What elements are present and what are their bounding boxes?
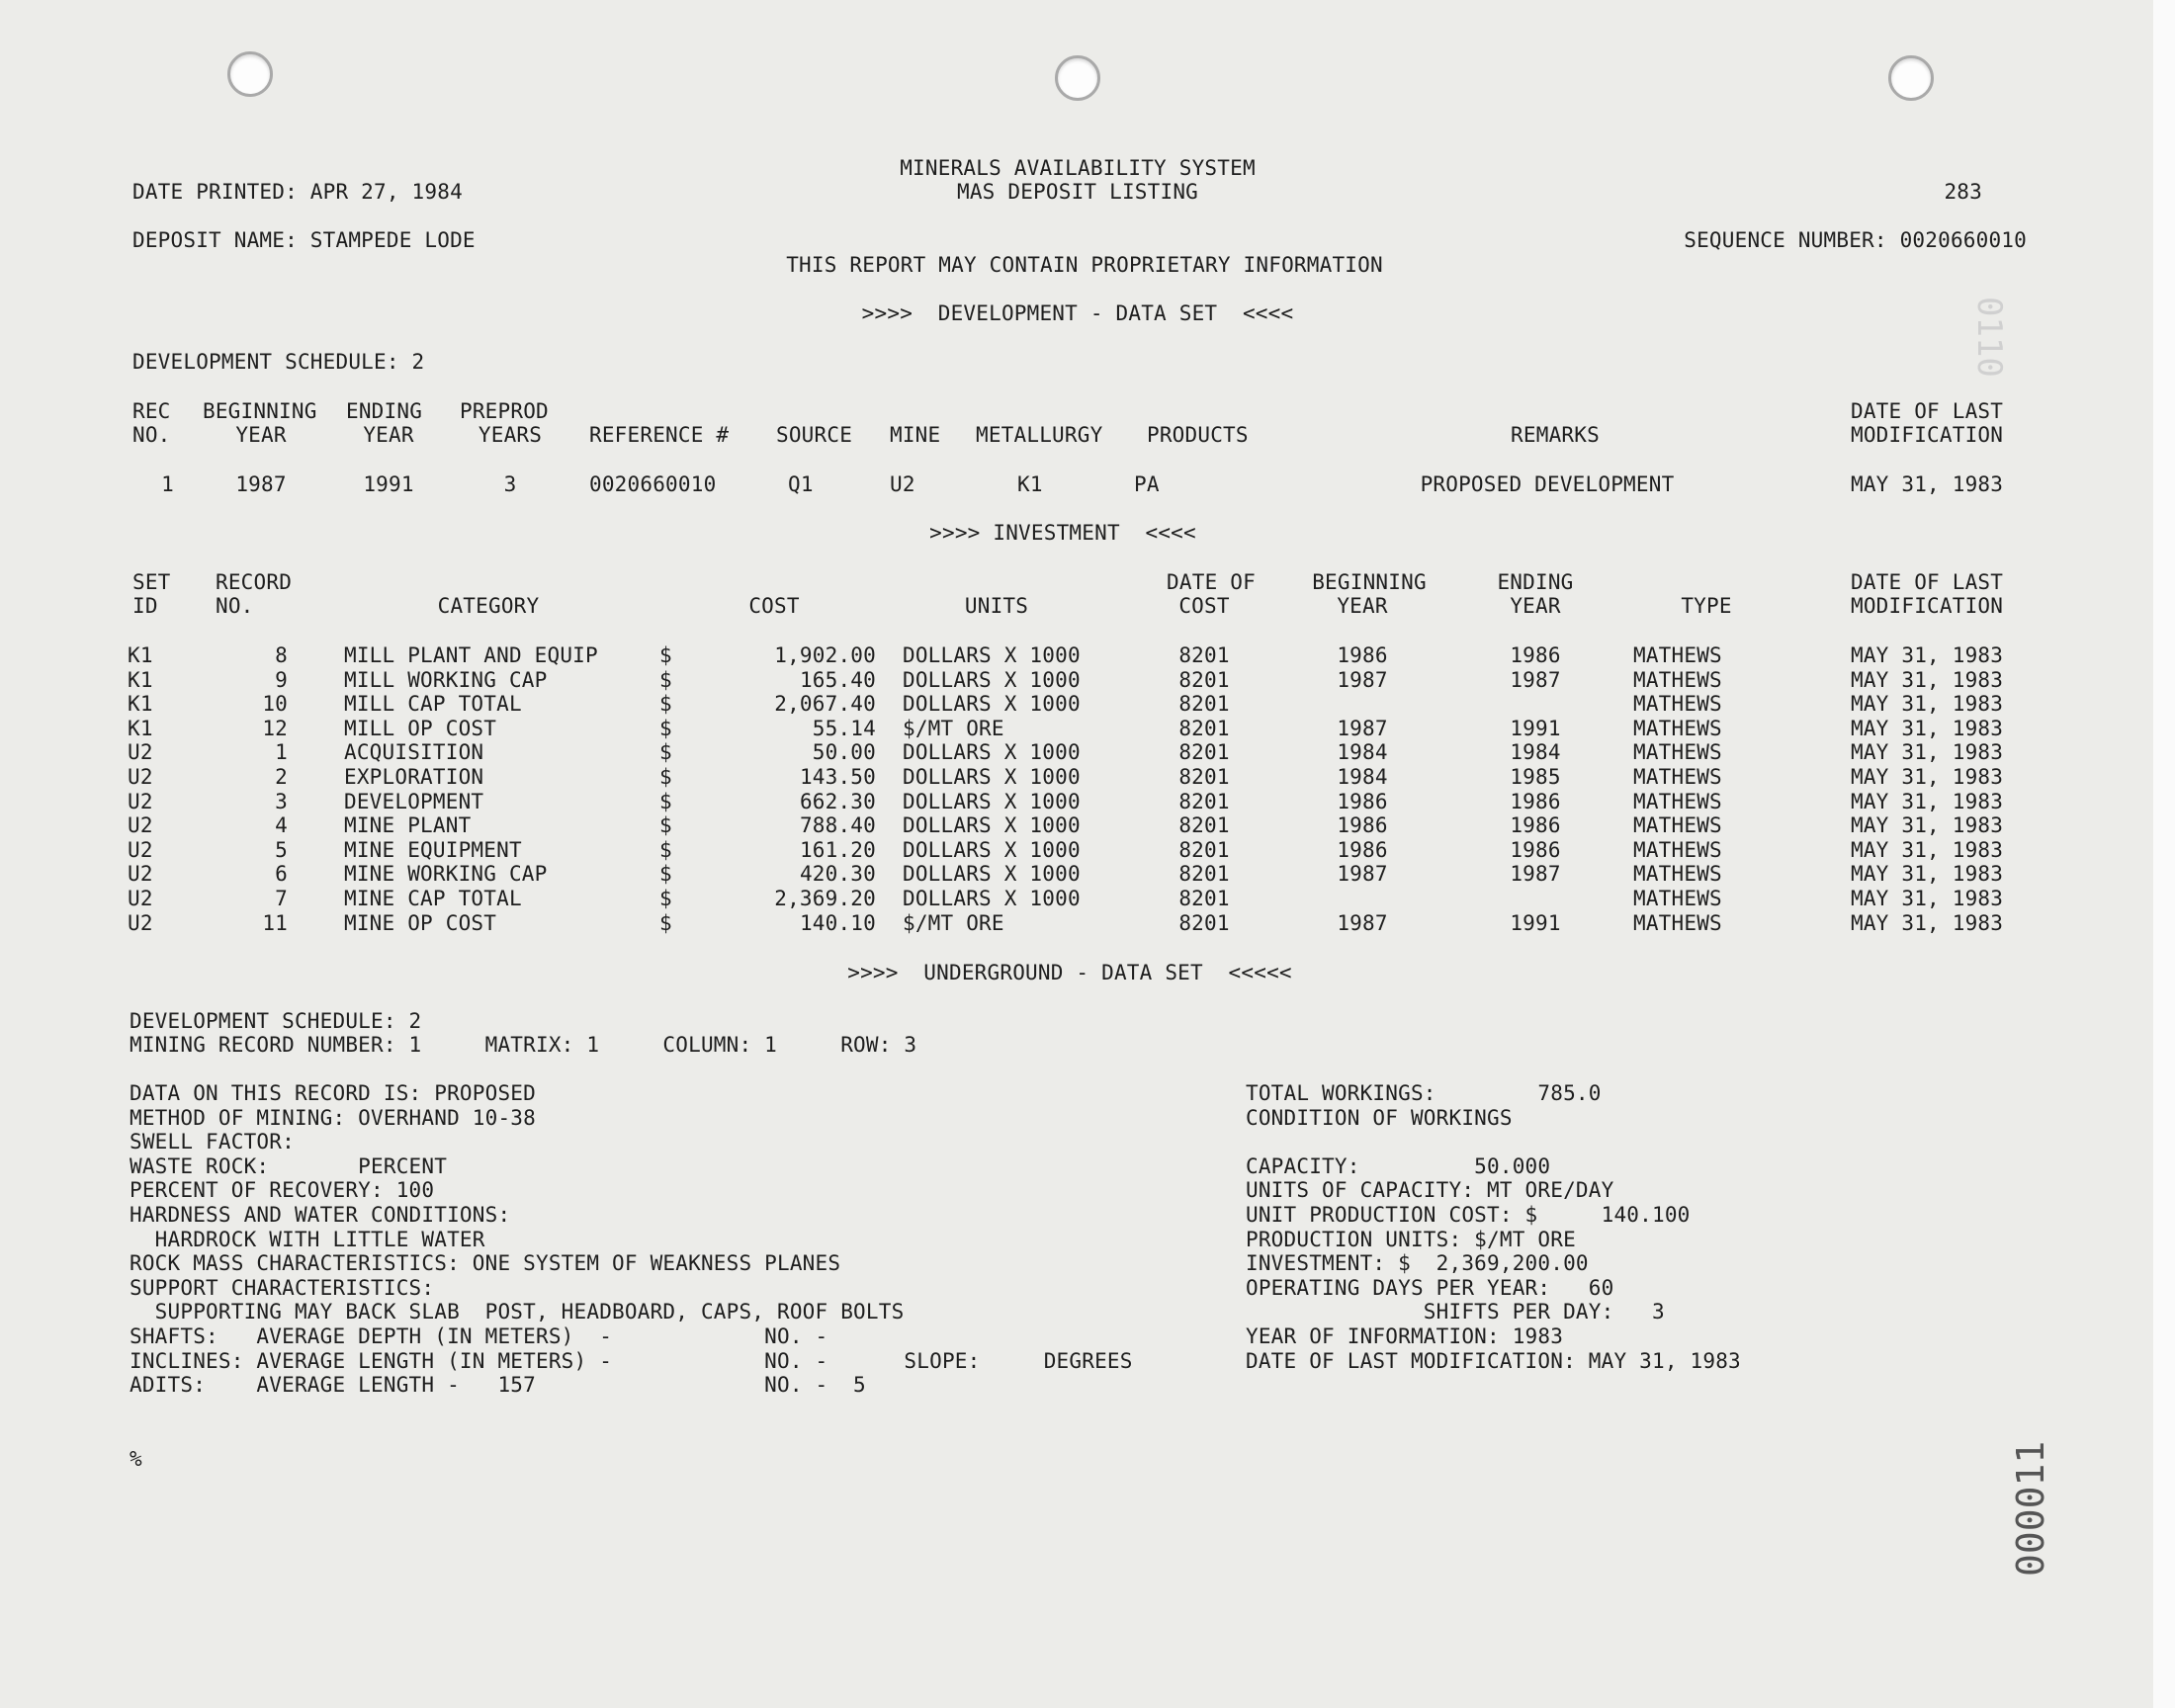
col-remarks: REMARKS (1511, 423, 1600, 447)
inv-type: MATHEWS (1633, 740, 1722, 765)
col-ending: ENDING (346, 399, 423, 423)
dev-modified: MAY 31, 1983 (1851, 472, 2004, 496)
inv-begin: 1986 (1337, 789, 1388, 813)
inv-set: K1 (128, 716, 153, 740)
inv-date: 8201 (1178, 643, 1230, 667)
ghost-number: 0110 (1969, 297, 2009, 378)
inv-dollar: $ (659, 910, 672, 935)
inv-modified: MAY 31, 1983 (1851, 837, 2004, 862)
dev-source: Q1 (788, 472, 814, 496)
inv-date: 8201 (1178, 667, 1230, 692)
inv-type: MATHEWS (1633, 643, 1722, 667)
inv-type: MATHEWS (1633, 910, 1722, 935)
inv-set: U2 (128, 765, 153, 789)
underground-section-title: >>>> UNDERGROUND - DATA SET <<<<< (847, 961, 1292, 984)
inv-category: ACQUISITION (344, 740, 484, 765)
col-source: SOURCE (776, 423, 853, 447)
inv-category: MINE PLANT (344, 813, 472, 838)
mining-record: MINING RECORD NUMBER: 1 MATRIX: 1 COLUMN: 1 ROW: 3 (130, 1033, 917, 1057)
inv-units: DOLLARS X 1000 (903, 837, 1081, 862)
inv-end: 1987 (1510, 862, 1561, 887)
inv-dollar: $ (659, 667, 672, 692)
inv-type: MATHEWS (1633, 887, 1722, 910)
inv-begin: 1984 (1337, 765, 1388, 789)
inv-rec: 11 (262, 910, 288, 935)
development-section-title: >>>> DEVELOPMENT - DATA SET <<<< (861, 301, 1294, 325)
inv-col-category: CATEGORY (437, 594, 540, 618)
inv-date: 8201 (1178, 765, 1230, 789)
inv-units: DOLLARS X 1000 (903, 643, 1081, 667)
inv-set: K1 (128, 643, 153, 667)
proprietary-notice: THIS REPORT MAY CONTAIN PROPRIETARY INFORMATION (786, 253, 1383, 277)
inv-category: MINE CAP TOTAL (344, 887, 522, 910)
inv-begin: 1986 (1337, 813, 1388, 838)
date-printed: DATE PRINTED: APR 27, 1984 (132, 180, 463, 204)
inv-modified: MAY 31, 1983 (1851, 862, 2004, 887)
underground-right-line: CONDITION OF WORKINGS (1246, 1105, 1513, 1130)
inv-date: 8201 (1178, 887, 1230, 910)
inv-cost: 165.40 (799, 667, 876, 692)
dev-mine: U2 (890, 472, 915, 496)
inv-set: K1 (128, 667, 153, 692)
inv-begin: 1986 (1337, 837, 1388, 862)
inv-units: DOLLARS X 1000 (903, 887, 1081, 910)
inv-end: 1985 (1510, 765, 1561, 789)
inv-end: 1991 (1510, 716, 1561, 740)
inv-modified: MAY 31, 1983 (1851, 765, 2004, 789)
inv-set: K1 (128, 692, 153, 717)
inv-begin: 1987 (1337, 667, 1388, 692)
inv-end: 1986 (1510, 837, 1561, 862)
inv-dollar: $ (659, 716, 672, 740)
underground-right-line: UNIT PRODUCTION COST: $ 140.100 (1246, 1203, 1691, 1227)
inv-rec: 7 (275, 887, 288, 910)
inv-modified: MAY 31, 1983 (1851, 813, 2004, 838)
stamp-number: 000011 (2009, 1440, 2052, 1577)
listing-title: MAS DEPOSIT LISTING (956, 180, 1199, 204)
inv-cost: 1,902.00 (774, 643, 876, 667)
inv-modified: MAY 31, 1983 (1851, 716, 2004, 740)
inv-rec: 5 (275, 837, 288, 862)
col-beginning: BEGINNING (203, 399, 317, 423)
inv-cost: 788.40 (799, 813, 876, 838)
col-mine: MINE (890, 423, 941, 447)
dev-reference: 0020660010 (589, 472, 717, 496)
underground-left-line: SWELL FACTOR: (130, 1130, 295, 1154)
inv-modified: MAY 31, 1983 (1851, 692, 2004, 717)
inv-units: DOLLARS X 1000 (903, 765, 1081, 789)
inv-units: $/MT ORE (903, 716, 1004, 740)
col-preprod-years: YEARS (478, 423, 543, 447)
col-modification: MODIFICATION (1851, 423, 2004, 447)
col-products: PRODUCTS (1147, 423, 1249, 447)
punch-hole-center (1055, 55, 1100, 101)
underground-right-line: PRODUCTION UNITS: $/MT ORE (1246, 1227, 1576, 1251)
inv-modified: MAY 31, 1983 (1851, 887, 2004, 910)
inv-units: DOLLARS X 1000 (903, 692, 1081, 717)
dev-preprod: 3 (503, 472, 517, 496)
punch-hole-left (227, 51, 273, 97)
inv-dollar: $ (659, 740, 672, 765)
inv-date: 8201 (1178, 813, 1230, 838)
inv-cost: 2,369.20 (774, 887, 876, 910)
underground-right-line: DATE OF LAST MODIFICATION: MAY 31, 1983 (1246, 1348, 1741, 1373)
dev-rec: 1 (161, 472, 174, 496)
inv-col-cost: COST (748, 594, 800, 618)
col-preprod: PREPROD (460, 399, 549, 423)
inv-end: 1986 (1510, 813, 1561, 838)
col-metallurgy: METALLURGY (976, 423, 1103, 447)
page-number: 283 (1944, 180, 1982, 204)
inv-modified: MAY 31, 1983 (1851, 789, 2004, 813)
inv-set: U2 (128, 813, 153, 838)
inv-cost: 2,067.40 (774, 692, 876, 717)
inv-category: MILL CAP TOTAL (344, 692, 522, 717)
inv-col-beginning-year: YEAR (1337, 594, 1388, 618)
underground-left-line: HARDNESS AND WATER CONDITIONS: (130, 1203, 511, 1227)
underground-right-line: YEAR OF INFORMATION: 1983 (1246, 1324, 1564, 1348)
underground-left-line: ADITS: AVERAGE LENGTH - 157 NO. - 5 (130, 1373, 866, 1398)
inv-rec: 3 (275, 789, 288, 813)
underground-left-line: SHAFTS: AVERAGE DEPTH (IN METERS) - NO. - (130, 1324, 828, 1348)
inv-begin: 1987 (1337, 910, 1388, 935)
inv-set: U2 (128, 789, 153, 813)
inv-col-record-no: NO. (216, 594, 254, 618)
dev-remarks: PROPOSED DEVELOPMENT (1420, 472, 1675, 496)
underground-left-line: SUPPORT CHARACTERISTICS: (130, 1275, 435, 1300)
inv-category: EXPLORATION (344, 765, 484, 789)
underground-right-line: TOTAL WORKINGS: 785.0 (1246, 1081, 1602, 1105)
inv-units: DOLLARS X 1000 (903, 740, 1081, 765)
inv-category: DEVELOPMENT (344, 789, 484, 813)
inv-end: 1986 (1510, 789, 1561, 813)
inv-date: 8201 (1178, 837, 1230, 862)
investment-section-title: >>>> INVESTMENT <<<< (929, 521, 1196, 545)
page-edge (2153, 0, 2175, 1708)
underground-left-line: INCLINES: AVERAGE LENGTH (IN METERS) - NO. - SLOPE: DEGREES (130, 1348, 1133, 1373)
underground-left-line: SUPPORTING MAY BACK SLAB POST, HEADBOARD, CAPS, ROOF BOLTS (130, 1300, 905, 1324)
inv-col-ending-year: YEAR (1510, 594, 1561, 618)
inv-modified: MAY 31, 1983 (1851, 667, 2004, 692)
inv-modified: MAY 31, 1983 (1851, 740, 2004, 765)
dev-begin-year: 1987 (235, 472, 287, 496)
inv-cost: 140.10 (799, 910, 876, 935)
inv-end: 1986 (1510, 643, 1561, 667)
sequence-number: SEQUENCE NUMBER: 0020660010 (1684, 228, 2027, 252)
inv-cost: 55.14 (812, 716, 876, 740)
inv-category: MILL PLANT AND EQUIP (344, 643, 598, 667)
inv-set: U2 (128, 740, 153, 765)
inv-col-date-cost: COST (1178, 594, 1230, 618)
inv-date: 8201 (1178, 740, 1230, 765)
inv-dollar: $ (659, 692, 672, 717)
inv-end: 1984 (1510, 740, 1561, 765)
inv-units: $/MT ORE (903, 910, 1004, 935)
underground-left-line: WASTE ROCK: PERCENT (130, 1153, 448, 1178)
inv-col-set-id: ID (132, 594, 158, 618)
col-beginning-year: YEAR (235, 423, 287, 447)
inv-type: MATHEWS (1633, 862, 1722, 887)
inv-modified: MAY 31, 1983 (1851, 910, 2004, 935)
inv-end: 1991 (1510, 910, 1561, 935)
inv-category: MILL OP COST (344, 716, 497, 740)
inv-col-record: RECORD (216, 570, 293, 594)
inv-category: MINE WORKING CAP (344, 862, 548, 887)
inv-col-modification: MODIFICATION (1851, 594, 2004, 618)
inv-dollar: $ (659, 862, 672, 887)
inv-cost: 50.00 (812, 740, 876, 765)
inv-cost: 143.50 (799, 765, 876, 789)
percent-mark: % (130, 1447, 142, 1471)
inv-category: MILL WORKING CAP (344, 667, 548, 692)
inv-set: U2 (128, 862, 153, 887)
underground-left-line: PERCENT OF RECOVERY: 100 (130, 1178, 435, 1203)
inv-col-units: UNITS (964, 594, 1029, 618)
col-rec-no: NO. (132, 423, 171, 447)
inv-date: 8201 (1178, 789, 1230, 813)
underground-right-line: OPERATING DAYS PER YEAR: 60 (1246, 1275, 1614, 1300)
inv-begin: 1984 (1337, 740, 1388, 765)
inv-rec: 8 (275, 643, 288, 667)
inv-dollar: $ (659, 887, 672, 910)
inv-dollar: $ (659, 789, 672, 813)
inv-begin: 1986 (1337, 643, 1388, 667)
inv-rec: 12 (262, 716, 288, 740)
dev-products: PA (1134, 472, 1160, 496)
inv-date: 8201 (1178, 910, 1230, 935)
inv-rec: 4 (275, 813, 288, 838)
inv-set: U2 (128, 910, 153, 935)
inv-col-type: TYPE (1681, 594, 1732, 618)
underground-left-line: DATA ON THIS RECORD IS: PROPOSED (130, 1081, 536, 1105)
underground-left-line: ROCK MASS CHARACTERISTICS: ONE SYSTEM OF WEAKNESS PLANES (130, 1251, 841, 1276)
inv-date: 8201 (1178, 692, 1230, 717)
underground-right-line: CAPACITY: 50.000 (1246, 1153, 1551, 1178)
inv-date: 8201 (1178, 862, 1230, 887)
underground-schedule: DEVELOPMENT SCHEDULE: 2 (130, 1009, 422, 1033)
inv-col-set: SET (132, 570, 171, 594)
inv-cost: 161.20 (799, 837, 876, 862)
inv-modified: MAY 31, 1983 (1851, 643, 2004, 667)
inv-type: MATHEWS (1633, 692, 1722, 717)
inv-set: U2 (128, 837, 153, 862)
inv-col-ending: ENDING (1497, 570, 1574, 594)
inv-col-date-of: DATE OF (1167, 570, 1256, 594)
underground-left-line: HARDROCK WITH LITTLE WATER (130, 1227, 485, 1251)
inv-rec: 9 (275, 667, 288, 692)
underground-right-line: INVESTMENT: $ 2,369,200.00 (1246, 1251, 1589, 1276)
inv-rec: 10 (262, 692, 288, 717)
inv-dollar: $ (659, 837, 672, 862)
col-reference: REFERENCE # (589, 423, 730, 447)
inv-col-date-of-last: DATE OF LAST (1851, 570, 2004, 594)
inv-set: U2 (128, 887, 153, 910)
inv-type: MATHEWS (1633, 716, 1722, 740)
development-schedule: DEVELOPMENT SCHEDULE: 2 (132, 350, 425, 374)
inv-category: MINE OP COST (344, 910, 497, 935)
inv-begin: 1987 (1337, 716, 1388, 740)
inv-cost: 662.30 (799, 789, 876, 813)
inv-end: 1987 (1510, 667, 1561, 692)
col-ending-year: YEAR (363, 423, 414, 447)
inv-dollar: $ (659, 643, 672, 667)
inv-type: MATHEWS (1633, 837, 1722, 862)
inv-type: MATHEWS (1633, 765, 1722, 789)
underground-right-line: SHIFTS PER DAY: 3 (1246, 1300, 1665, 1324)
inv-dollar: $ (659, 765, 672, 789)
inv-begin: 1987 (1337, 862, 1388, 887)
inv-dollar: $ (659, 813, 672, 838)
inv-type: MATHEWS (1633, 813, 1722, 838)
inv-units: DOLLARS X 1000 (903, 789, 1081, 813)
inv-units: DOLLARS X 1000 (903, 813, 1081, 838)
deposit-name: DEPOSIT NAME: STAMPEDE LODE (132, 228, 476, 252)
inv-units: DOLLARS X 1000 (903, 862, 1081, 887)
underground-right-line: UNITS OF CAPACITY: MT ORE/DAY (1246, 1178, 1614, 1203)
dev-metallurgy: K1 (1017, 472, 1043, 496)
col-date-of-last: DATE OF LAST (1851, 399, 2004, 423)
inv-col-beginning: BEGINNING (1312, 570, 1427, 594)
system-title: MINERALS AVAILABILITY SYSTEM (900, 156, 1256, 180)
inv-rec: 6 (275, 862, 288, 887)
inv-cost: 420.30 (799, 862, 876, 887)
inv-rec: 2 (275, 765, 288, 789)
inv-type: MATHEWS (1633, 789, 1722, 813)
inv-rec: 1 (275, 740, 288, 765)
underground-left-line: METHOD OF MINING: OVERHAND 10-38 (130, 1105, 536, 1130)
inv-units: DOLLARS X 1000 (903, 667, 1081, 692)
inv-category: MINE EQUIPMENT (344, 837, 522, 862)
inv-type: MATHEWS (1633, 667, 1722, 692)
punch-hole-right (1888, 55, 1934, 101)
inv-date: 8201 (1178, 716, 1230, 740)
dev-end-year: 1991 (363, 472, 414, 496)
col-rec: REC (132, 399, 171, 423)
